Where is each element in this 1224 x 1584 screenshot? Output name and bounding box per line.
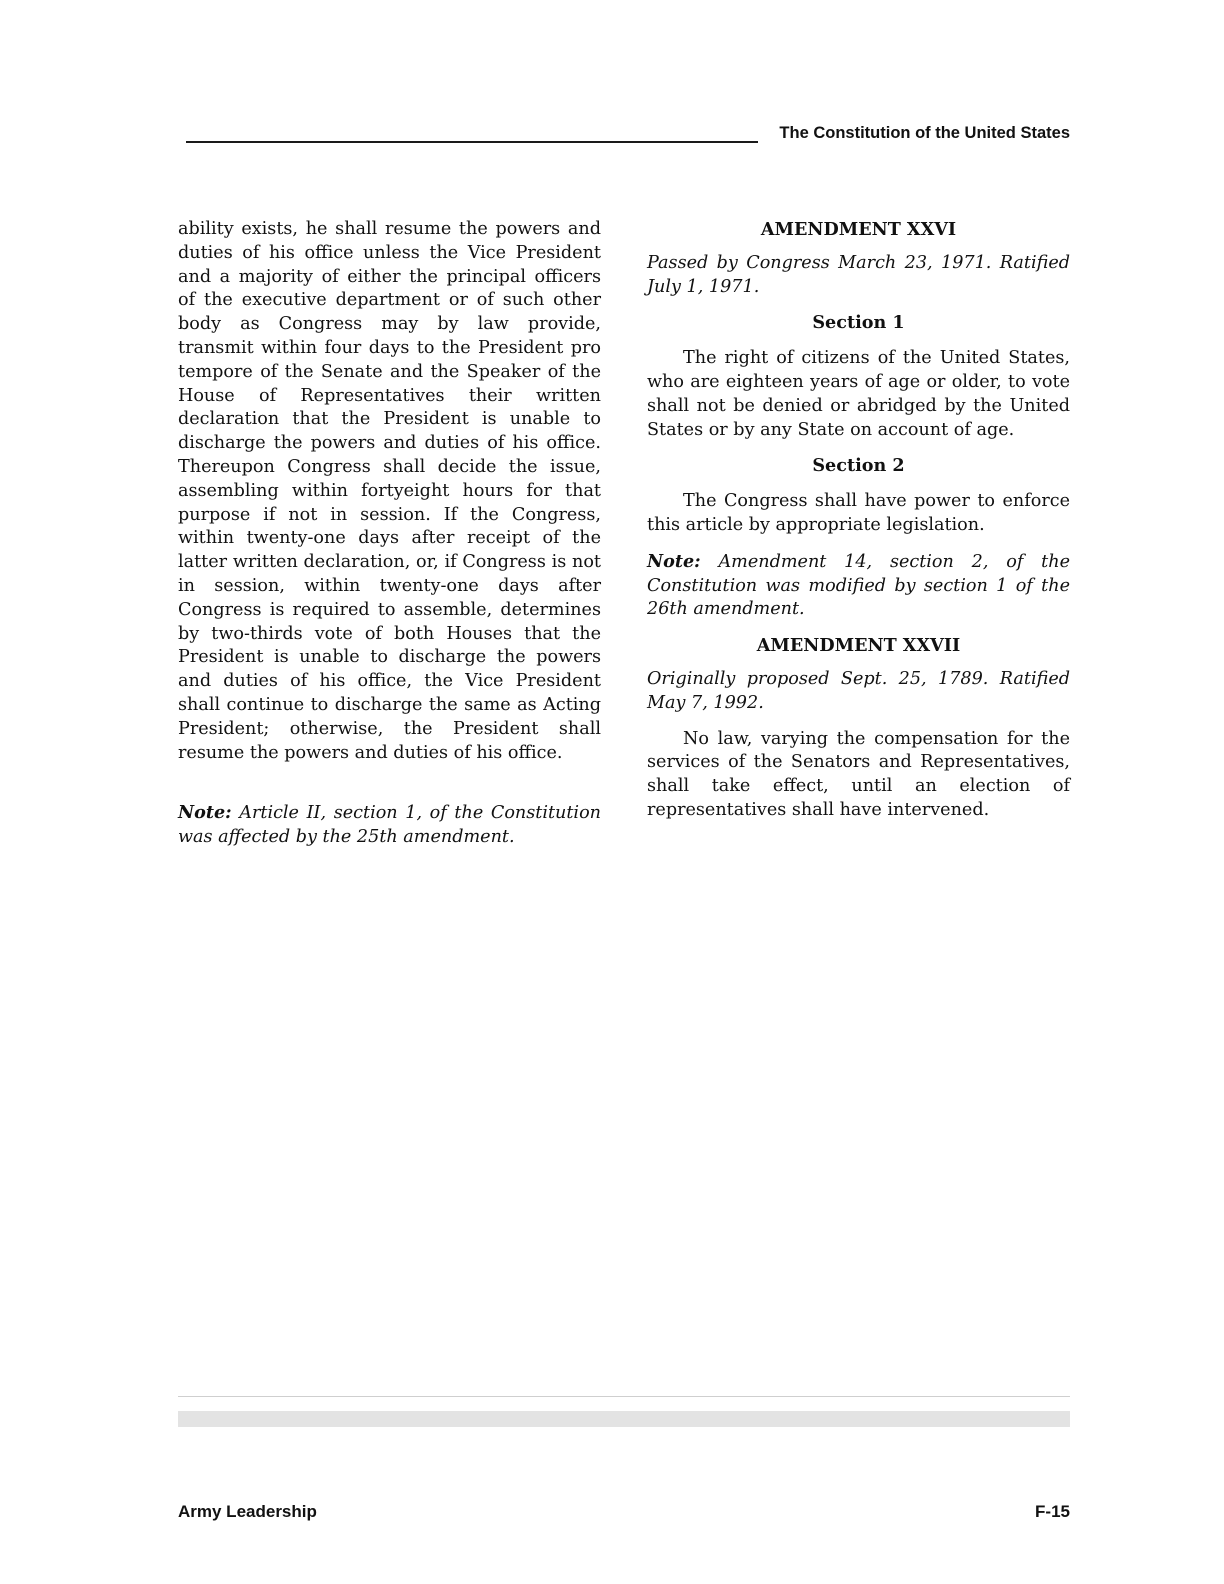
amendment-25-note bbox=[178, 801, 601, 850]
note-label: Note: bbox=[647, 550, 701, 572]
note-label: Note: bbox=[178, 802, 232, 824]
right-column bbox=[647, 218, 1070, 823]
footer-publication: Army Leadership bbox=[178, 1502, 317, 1521]
amendment-26-section-1-title: Section 1 bbox=[812, 312, 905, 334]
header-rule bbox=[186, 141, 758, 143]
amendment-26-passage: Passed by Congress March 23, 1971. Ratified July 1, 1971. bbox=[647, 252, 1070, 297]
amendment-26-section-2-text: The Congress shall have power to enforce this article by appropriate legislation. bbox=[647, 491, 1070, 535]
amendment-26-title: AMENDMENT XXVI bbox=[760, 219, 957, 240]
amendment-27-title: AMENDMENT XXVII bbox=[756, 635, 961, 657]
amendment-25-continuation: ability exists, he shall resume the powers and duties of his office unless the Vice President and a majority of either the principal officers of the executive department or of such other body as Congress may by law provide, transmit within four days to the President pro tempore of the Senate and the Speaker of the House of Representatives their written declaration that the President is unable to discharge the powers and duties of his office. Thereupon Congress shall decide the issue, assembling within fortyeight hours for that purpose if not in session. If the Congress, within twenty-one days after receipt of the latter written declaration, or, if Congress is not in session, within twenty-one days after Congress is required to assemble, determines by two-thirds vote of both Houses that the President is unable to discharge the powers and duties of his office, the Vice President shall continue to discharge the same as Acting President; otherwise, the President shall resume the powers and duties of his office. bbox=[178, 219, 601, 763]
amendment-27-passage: Originally proposed Sept. 25, 1789. Ratified May 7, 1992. bbox=[647, 668, 1070, 713]
footer-bar bbox=[178, 1411, 1070, 1427]
amendment-26-note bbox=[647, 550, 1070, 622]
left-column bbox=[178, 218, 601, 850]
note-text: Amendment 14, section 2, of the Constitution was modified by section 1 of the 26th amendment. bbox=[647, 551, 1070, 620]
amendment-26-section-2-title: Section 2 bbox=[812, 455, 905, 477]
amendment-27-text: No law, varying the compensation for the services of the Senators and Representatives, shall take effect, until an election of representatives shall have intervened. bbox=[647, 728, 1070, 820]
note-text: Article II, section 1, of the Constitution was affected by the 25th amendment. bbox=[178, 803, 601, 848]
amendment-26-section-1-text: The right of citizens of the United States, who are eighteen years of age or older, to vote shall not be denied or abridged by the United States or by any State on account of age. bbox=[647, 348, 1070, 440]
running-head: The Constitution of the United States bbox=[779, 124, 1070, 142]
footer-rule bbox=[178, 1396, 1070, 1397]
page-number: F-15 bbox=[1035, 1502, 1070, 1521]
